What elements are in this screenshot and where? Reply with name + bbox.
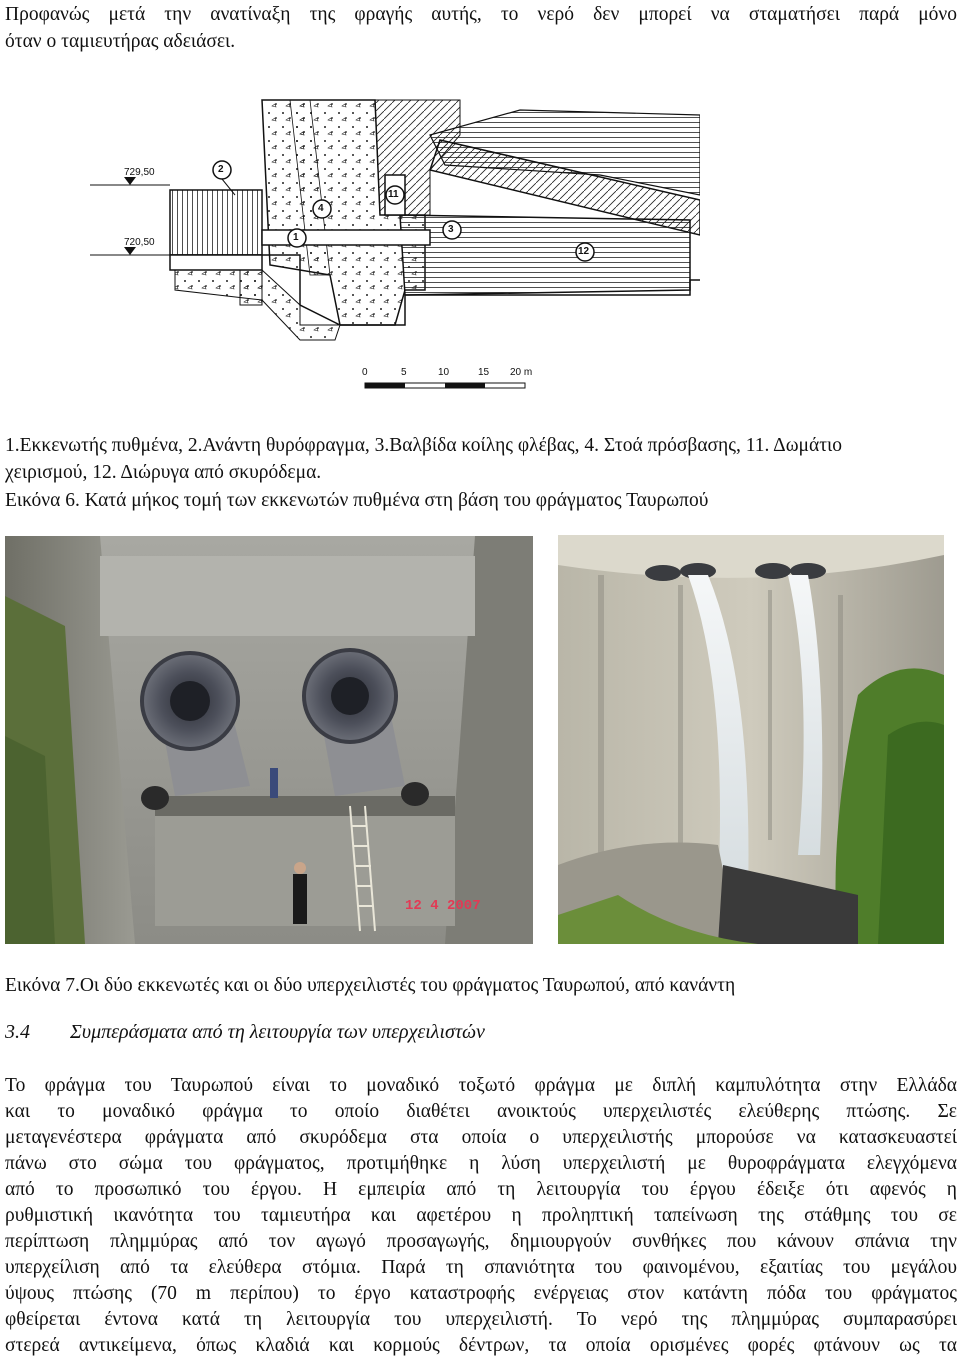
figure7-caption: Εικόνα 7.Οι δύο εκκενωτές και οι δύο υπερχειλιστές του φράγματος Ταυρωπού, από κανάντη bbox=[5, 975, 736, 996]
bottom-outlets-photo-drawing bbox=[5, 536, 533, 944]
intro-line-1: Προφανώς μετά την ανατίναξη της φραγής αυτής, το νερό δεν μπορεί να σταματήσει παρά μόνο bbox=[5, 4, 957, 25]
section-heading bbox=[5, 1019, 485, 1045]
scale-bar bbox=[365, 383, 525, 388]
photo-bottom-outlets bbox=[5, 536, 533, 944]
body-line-2: και το μοναδικό φράγμα το οποίο διαθέτει ανοικτούς υπερχειλιστές ελεύθερης πτώσης. Σε bbox=[5, 1101, 957, 1122]
cross-section-drawing bbox=[0, 95, 700, 410]
marker-2: 2 bbox=[218, 164, 224, 175]
body-line-7: περίπτωση πλημμύρας από τον αγωγό προσαγωγής, δημιουργούν συνθήκες που κάνουν σπάνια την bbox=[5, 1231, 957, 1252]
body-line-11: στερεά αντικείμενα, όπως κλαδιά και κορμούς δέντρων, τα οποία ορισμένες φορές φτάνουν ως τα bbox=[5, 1335, 957, 1356]
marker-1: 1 bbox=[293, 232, 299, 243]
marker-4: 4 bbox=[318, 203, 324, 214]
marker-12: 12 bbox=[578, 246, 590, 257]
scale-tick-10: 10 bbox=[438, 367, 450, 378]
section-number: 3.4 bbox=[5, 1021, 30, 1043]
intro-line-2: όταν ο ταμιευτήρας αδειάσει. bbox=[5, 31, 236, 52]
elevation-upper: 729,50 bbox=[124, 167, 155, 178]
figure6-legend-line-1: 1.Εκκενωτής πυθμένα, 2.Ανάντη θυρόφραγμα, 3.Βαλβίδα κοίλης φλέβας, 4. Στοά πρόσβασης, 11. Δωμάτιο bbox=[5, 435, 843, 456]
spillways-photo-drawing bbox=[558, 535, 944, 944]
body-line-6: ρυθμιστική ικανότητα του ταμιευτήρα και αφετέρου η προληπτική ταπείνωση της στάθμης του σε bbox=[5, 1205, 957, 1226]
body-line-9: ύψους πτώσης (70 m περίπου) το έργο καταστροφής ενέργειας στον κατάντη πόδα του φράγματος bbox=[5, 1283, 957, 1304]
figure6-legend-line-2: χειρισμού, 12. Διώρυγα από σκυρόδεμα. bbox=[5, 462, 322, 483]
body-line-1: Το φράγμα του Ταυρωπού είναι το μοναδικό τοξωτό φράγμα με διπλή καμπυλότητα στην Ελλάδα bbox=[5, 1075, 957, 1096]
marker-3: 3 bbox=[448, 224, 454, 235]
marker-11: 11 bbox=[388, 189, 399, 200]
scale-tick-5: 5 bbox=[401, 367, 407, 378]
scale-tick-20m: 20 m bbox=[510, 367, 533, 378]
body-line-4: πάνω στο σώμα του φράγματος, προτιμήθηκε η λύση υπερχειλιστή με θυροφράγματα ελεγχόμενα bbox=[5, 1153, 957, 1174]
body-line-5: από το προσωπικό του έργου. Η εμπειρία από τη λειτουργία του έργου έδειξε ότι αφενός η bbox=[5, 1179, 957, 1200]
scale-tick-15: 15 bbox=[478, 367, 490, 378]
photo-spillways bbox=[558, 535, 944, 944]
figure6-caption: Εικόνα 6. Κατά μήκος τομή των εκκενωτών πυθμένα στη βάση του φράγματος Ταυρωπού bbox=[5, 490, 709, 511]
photo-date-stamp: 12 4 2007 bbox=[405, 898, 481, 914]
body-line-8: υπερχείλιση από τα ελεύθερα στόμια. Παρά τη σπανιότητα του φαινομένου, εξαιτίας του μεγάλου bbox=[5, 1257, 957, 1278]
body-line-3: μεταγενέστερα φράγματα από σκυρόδεμα στα οποία ο υπερχειλιστής μπορούσε να κατασκευαστεί bbox=[5, 1127, 957, 1148]
elevation-lower: 720,50 bbox=[124, 237, 155, 248]
body-line-10: φθείρεται έντονα κατά τη λειτουργία του υπερχειλιστή. Το νερό της πλημμύρας συμπαρασύρει bbox=[5, 1309, 957, 1330]
scale-tick-0: 0 bbox=[362, 367, 368, 378]
section-title: Συμπεράσματα από τη λειτουργία των υπερχειλιστών bbox=[70, 1021, 485, 1043]
figure6-cross-section bbox=[0, 95, 700, 410]
